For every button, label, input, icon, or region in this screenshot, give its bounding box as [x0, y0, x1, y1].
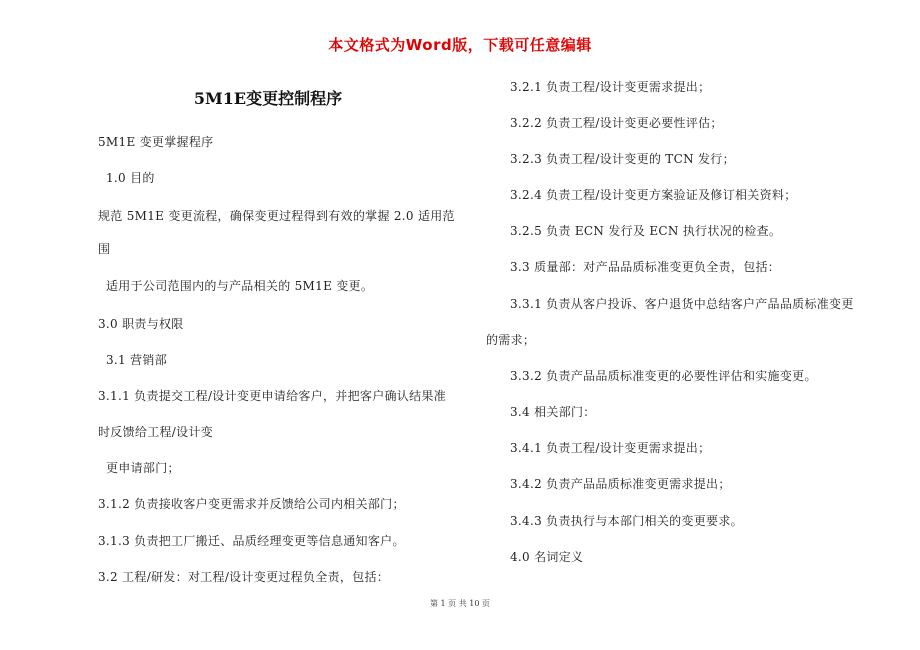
right-line-14: 4.0 名词定义	[510, 550, 584, 564]
right-line-2: 3.2.2 负责工程/设计变更必要性评估；	[510, 116, 723, 130]
left-line-2: 1.0 目的	[106, 171, 155, 185]
left-line-10: 更申请部门；	[106, 461, 180, 475]
right-line-8: 的需求；	[486, 333, 536, 347]
right-line-13: 3.4.3 负责执行与本部门相关的变更要求。	[510, 514, 743, 528]
left-line-6: 3.0 职责与权限	[98, 317, 184, 331]
right-line-11: 3.4.1 负责工程/设计变更需求提出；	[510, 441, 711, 455]
left-line-12: 3.1.3 负责把工厂搬迁、品质经理变更等信息通知客户。	[98, 534, 405, 548]
left-line-11: 3.1.2 负责接收客户变更需求并反馈给公司内相关部门；	[98, 497, 405, 511]
right-line-6: 3.3 质量部：对产品品质标准变更负全责，包括：	[510, 260, 781, 274]
page-footer: 第 1 页 共 10 页	[430, 599, 490, 608]
left-line-8: 3.1.1 负责提交工程/设计变更申请给客户，并把客户确认结果准	[98, 389, 446, 403]
right-line-1: 3.2.1 负责工程/设计变更需求提出；	[510, 80, 711, 94]
right-line-4: 3.2.4 负责工程/设计变更方案验证及修订相关资料；	[510, 188, 797, 202]
right-line-10: 3.4 相关部门：	[510, 405, 596, 419]
left-line-5: 适用于公司范围内的与产品相关的 5M1E 变更。	[106, 279, 374, 293]
left-line-13: 3.2 工程/研发：对工程/设计变更过程负全责，包括：	[98, 570, 390, 584]
right-line-3: 3.2.3 负责工程/设计变更的 TCN 发行；	[510, 152, 735, 166]
left-line-7: 3.1 营销部	[106, 353, 167, 367]
left-line-3: 规范 5M1E 变更流程，确保变更过程得到有效的掌握 2.0 适用范	[98, 209, 455, 223]
right-line-7: 3.3.1 负责从客户投诉、客户退货中总结客户产品品质标准变更	[510, 297, 854, 311]
right-line-9: 3.3.2 负责产品品质标准变更的必要性评估和实施变更。	[510, 369, 817, 383]
right-line-12: 3.4.2 负责产品品质标准变更需求提出；	[510, 477, 731, 491]
document-title: 5M1E变更控制程序	[193, 89, 343, 108]
left-line-4: 围	[98, 242, 111, 256]
left-line-9: 时反馈给工程/设计变	[98, 425, 214, 439]
right-line-5: 3.2.5 负责 ECN 发行及 ECN 执行状况的检查。	[510, 224, 782, 238]
left-line-1: 5M1E 变更掌握程序	[98, 135, 214, 149]
download-banner: 本文格式为Word版，下载可任意编辑	[328, 36, 592, 54]
